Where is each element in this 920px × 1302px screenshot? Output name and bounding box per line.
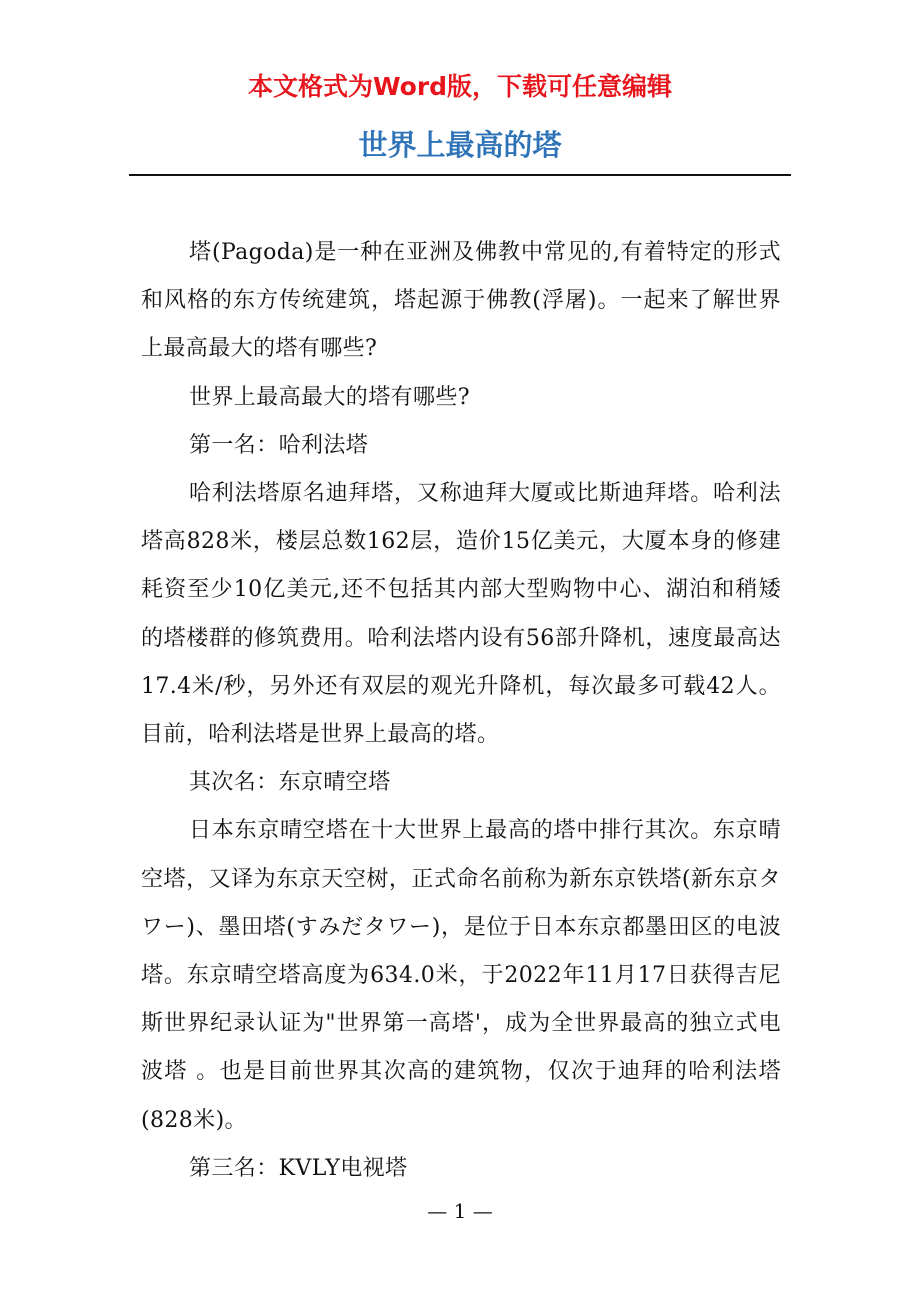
paragraph-burj-khalifa: 哈利法塔原名迪拜塔，又称迪拜大厦或比斯迪拜塔。哈利法塔高828米，楼层总数162层，造价15亿美元，大厦本身的修建耗资至少10亿美元,还不包括其内部大型购物中心、湖泊和稍矮的塔楼群的修筑费用。哈利法塔内设有56部升降机，速度最高达17.4米/秒，另外还有双层的观光升降机，每次最多可载42人。目前，哈利法塔是世界上最高的塔。	[141, 481, 781, 748]
paragraph-tokyo-skytree: 日本东京晴空塔在十大世界上最高的塔中排行其次。东京晴空塔，又译为东京天空树，正式命名前称为新东京铁塔(新东京タワー)、墨田塔(すみだタワー)，是位于日本东京都墨田区的电波塔。东京晴空塔高度为634.0米，于2022年11月17日获得吉尼斯世界纪录认证为"世界第一高塔'，成为全世界最高的独立式电波塔 。也是目前世界其次高的建筑物，仅次于迪拜的哈利法塔(828米)。	[141, 818, 781, 1133]
heading-rank-3: 第三名：KVLY电视塔	[189, 1155, 408, 1181]
paragraph-intro: 塔(Pagoda)是一种在亚洲及佛教中常见的,有着特定的形式和风格的东方传统建筑，塔起源于佛教(浮屠)。一起来了解世界上最高最大的塔有哪些?	[141, 240, 781, 362]
download-banner: 本文格式为Word版，下载可任意编辑	[247, 72, 673, 101]
page-number: — 1 —	[427, 1199, 493, 1223]
title-divider	[129, 174, 791, 176]
heading-rank-2: 其次名：东京晴空塔	[189, 770, 391, 796]
paragraph-question: 世界上最高最大的塔有哪些?	[189, 384, 470, 410]
document-title: 世界上最高的塔	[358, 128, 562, 162]
document-body	[141, 229, 781, 1193]
heading-rank-1: 第一名：哈利法塔	[189, 432, 369, 458]
